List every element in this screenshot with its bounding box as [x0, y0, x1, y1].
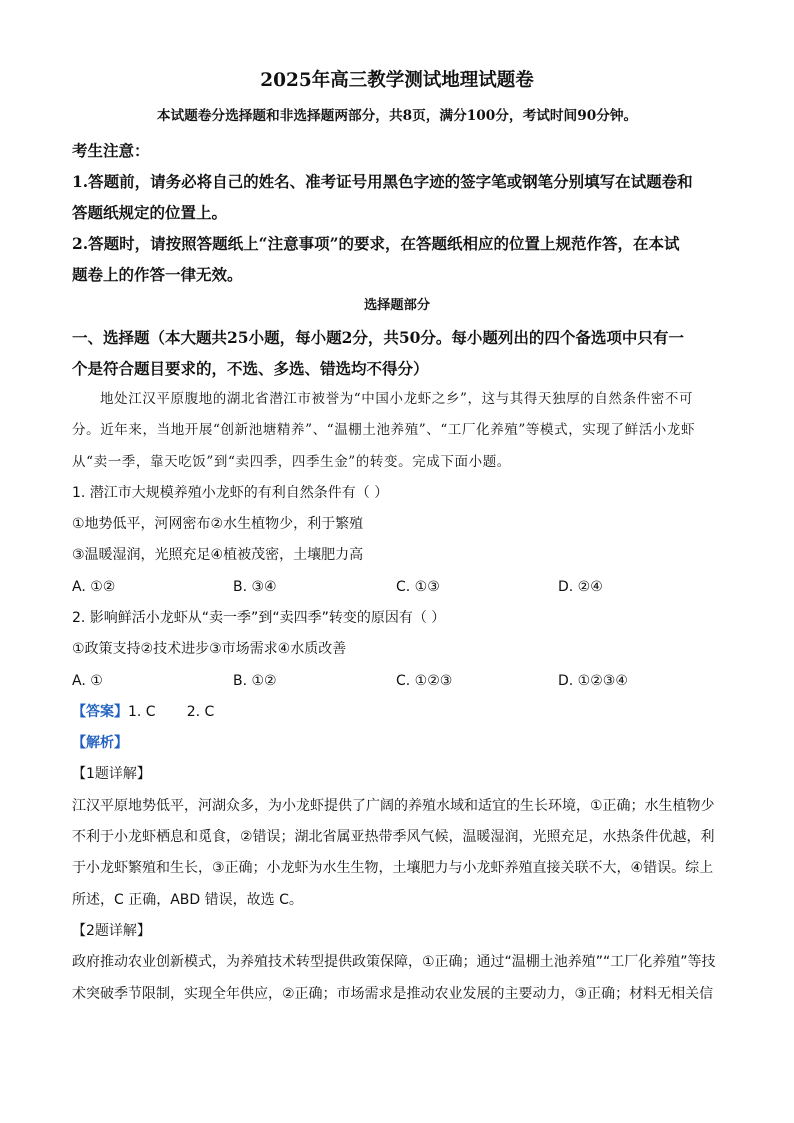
- question-1-option-d: D. ②④: [558, 579, 603, 595]
- page-title: 2025年高三教学测试地理试题卷: [260, 70, 534, 91]
- part1-instructions-line2: 个是符合题目要求的，不选、多选、错选均不得分）: [72, 359, 429, 378]
- exam-intro: 本试题卷分选择题和非选择题两部分，共8页，满分100分，考试时间90分钟。: [156, 108, 638, 124]
- question-2-option-a: A. ①: [72, 673, 103, 689]
- question-1-option-b: B. ③④: [233, 579, 277, 595]
- section-title: 选择题部分: [363, 298, 431, 313]
- question-2-option-d: D. ①②③④: [558, 673, 628, 689]
- detail-1-line3: 于小龙虾繁殖和生长，③正确；小龙虾为水生生物，土壤肥力与小龙虾养殖直接关联不大，④错误。综上: [72, 860, 714, 876]
- question-1-stem: 1. 潜江市大规模养殖小龙虾的有利自然条件有（ ）: [72, 485, 389, 501]
- question-1-option-c: C. ①③: [396, 579, 440, 595]
- detail-1-heading: 【1题详解】: [72, 766, 151, 782]
- answer-line: [72, 705, 214, 719]
- question-2-item-line1: ①政策支持②技术进步③市场需求④水质改善: [72, 641, 347, 657]
- analysis-tag: 【解析】: [72, 735, 128, 751]
- answer-text: 1. C 2. C: [128, 704, 215, 720]
- question-1-option-a: A. ①②: [72, 579, 116, 595]
- question-2-option-b: B. ①②: [233, 673, 277, 689]
- detail-1-line1: 江汉平原地势低平，河湖众多，为小龙虾提供了广阔的养殖水域和适宜的生长环境，①正确；水生植物少: [72, 798, 715, 814]
- question-1-item-line2: ③温暖湿润，光照充足④植被茂密，土壤肥力高: [72, 547, 364, 563]
- detail-1-line2: 不利于小龙虾栖息和觅食，②错误；湖北省属亚热带季风气候，温暖湿润，光照充足，水热条件优越，利: [72, 829, 715, 845]
- detail-2-heading: 【2题详解】: [72, 923, 151, 939]
- detail-2-line1: 政府推动农业创新模式，为养殖技术转型提供政策保障，①正确；通过“温棚土池养殖”“工厂化养殖”等技: [72, 954, 716, 970]
- notice-heading: 考生注意：: [72, 141, 150, 160]
- question-2-option-c: C. ①②③: [396, 673, 453, 689]
- question-1-item-line1: ①地势低平，河网密布②水生植物少，利于繁殖: [72, 516, 364, 532]
- answer-tag: 【答案】: [72, 704, 128, 720]
- passage-line3: 从“卖一季，靠天吃饭”到“卖四季，四季生金”的转变。完成下面小题。: [72, 454, 511, 470]
- part1-instructions-line1: 一、选择题（本大题共25小题，每小题2分，共50分。每小题列出的四个备选项中只有一: [72, 328, 684, 347]
- notice-1-line1: 1.答题前，请务必将自己的姓名、准考证号用黑色字迹的签字笔或钢笔分别填写在试题卷和: [72, 172, 693, 191]
- passage-line2: 分。近年来，当地开展“创新池塘精养”、“温棚土池养殖”、“工厂化养殖”等模式，实现了鲜活小龙虾: [72, 422, 696, 438]
- question-2-stem: 2. 影响鲜活小龙虾从“卖一季”到“卖四季”转变的原因有（ ）: [72, 610, 446, 626]
- detail-2-line2: 术突破季节限制，实现全年供应，②正确；市场需求是推动农业发展的主要动力，③正确；材料无相关信: [72, 986, 714, 1002]
- notice-1-line2: 答题纸规定的位置上。: [72, 203, 228, 222]
- notice-2-line2: 题卷上的作答一律无效。: [72, 265, 243, 284]
- analysis-line: [72, 736, 128, 750]
- detail-1-line4: 所述，C 正确，ABD 错误，故选 C。: [72, 892, 303, 908]
- passage-line1: 地处江汉平原腹地的湖北省潜江市被誉为“中国小龙虾之乡”，这与其得天独厚的自然条件密不可: [100, 391, 694, 407]
- notice-2-line1: 2.答题时，请按照答题纸上“注意事项”的要求，在答题纸相应的位置上规范作答，在本试: [72, 234, 680, 253]
